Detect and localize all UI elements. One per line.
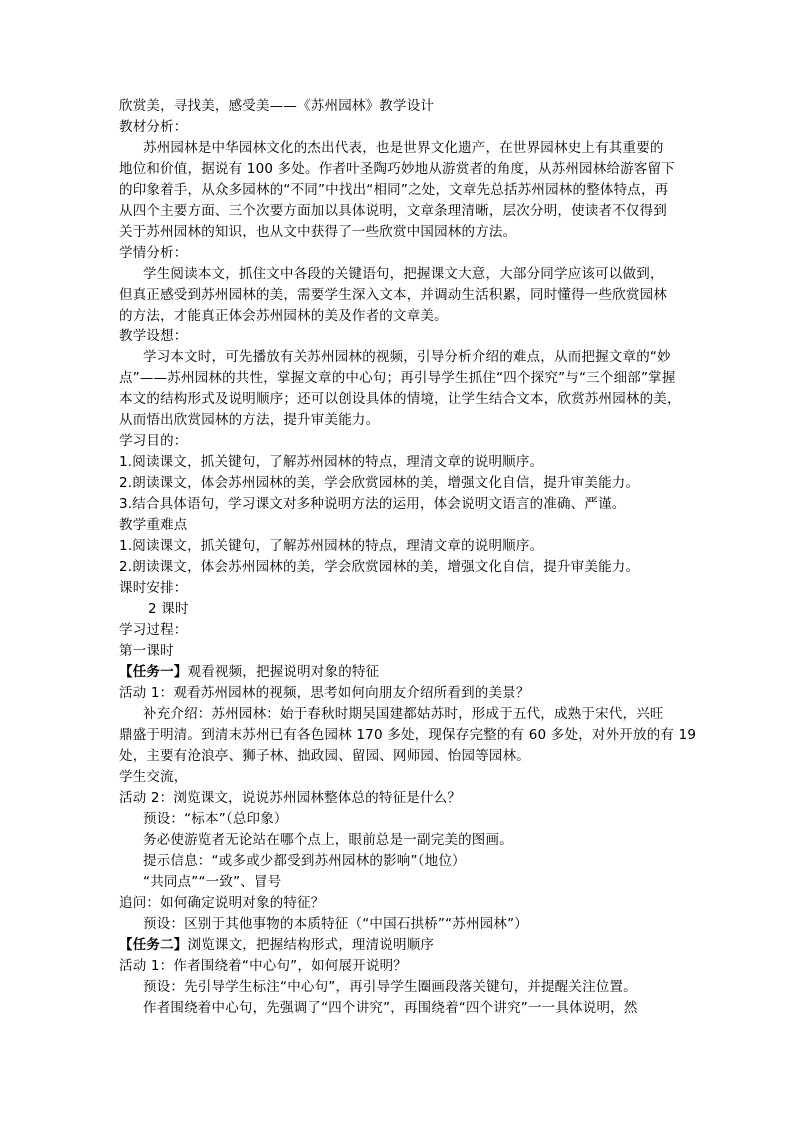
section-heading-shexiang: 教学设想： [119, 328, 188, 344]
paragraph-line: 点”——苏州园林的共性，掌握文章的中心句；再引导学生抓住“四个探究”与“三个细部”掌握 [119, 370, 676, 386]
section-heading-guocheng: 学习过程： [119, 622, 188, 638]
document-title: 欣赏美，寻找美，感受美——《苏州园林》教学设计 [119, 98, 435, 114]
paragraph-line: 但真正感受到苏州园林的美，需要学生深入文本，并调动生活积累，同时懂得一些欣赏园林 [119, 287, 667, 303]
paragraph-line: 从而悟出欣赏园林的方法，提升审美能力。 [119, 412, 380, 428]
paragraph-line: 作者围绕着中心句，先强调了“四个讲究”，再围绕着“四个讲究”一一具体说明，然 [143, 1000, 638, 1016]
task-heading [119, 662, 679, 682]
paragraph-line: 的印象着手，从众多园林的“不同”中找出“相同”之处，文章先总括苏州园林的整体特点，再 [119, 182, 669, 198]
list-item: 1.阅读课文，抓关键句，了解苏州园林的特点，理清文章的说明顺序。 [119, 454, 544, 470]
hint-line: 提示信息：“或多或少都受到苏州园林的影响”（地位） [143, 853, 466, 869]
task-tag: 【任务二】 [119, 937, 188, 953]
task-title: 浏览课文，把握结构形式，理清说明顺序 [187, 937, 435, 953]
section-heading-keshi: 课时安排： [119, 580, 188, 596]
lesson-label: 第一课时 [119, 643, 174, 659]
paragraph-line: 苏州园林是中华园林文化的杰出代表，也是世界文化遗产，在世界园林史上有其重要的 [143, 140, 664, 156]
preset-line: 预设：“标本”（总印象） [143, 811, 288, 827]
list-item: 2.朗读课文，体会苏州园林的美，学会欣赏园林的美，增强文化自信，提升审美能力。 [119, 559, 640, 575]
task-heading [119, 935, 679, 955]
paragraph-line: 学习本文时，可先播放有关苏州园林的视频，引导分析介绍的难点，从而把握文章的“妙 [143, 349, 671, 365]
activity-line: 活动 1：作者围绕着“中心句”，如何展开说明？ [119, 958, 407, 974]
list-item: 3.结合具体语句，学习课文对多种说明方法的运用，体会说明文语言的准确、严谨。 [119, 496, 626, 512]
section-heading-jiaocai: 教材分析： [119, 119, 188, 135]
lesson-count: 2 课时 [148, 601, 189, 617]
paragraph-line: 学生交流， [119, 769, 188, 785]
list-item: 2.朗读课文，体会苏州园林的美，学会欣赏园林的美，增强文化自信，提升审美能力。 [119, 475, 640, 491]
paragraph-line: 从四个主要方面、三个次要方面加以具体说明，文章条理清晰，层次分明，使读者不仅得到 [119, 203, 667, 219]
activity-line: 活动 2：浏览课文，说说苏州园林整体总的特征是什么？ [119, 790, 462, 806]
followup-question: 追问：如何确定说明对象的特征？ [119, 895, 325, 911]
preset-line: 预设：区别于其他事物的本质特征（“中国石拱桥”“苏州园林”） [143, 916, 528, 932]
task-tag: 【任务一】 [119, 664, 188, 680]
list-item: 1.阅读课文，抓关键句，了解苏州园林的特点，理清文章的说明顺序。 [119, 538, 544, 554]
paragraph-line: 学生阅读本文，抓住文中各段的关键语句，把握课文大意，大部分同学应该可以做到， [143, 266, 664, 282]
paragraph-line: 关于苏州园林的知识，也从文中获得了一些欣赏中国园林的方法。 [119, 224, 517, 240]
hint-line: “共同点”“一致”、冒号 [143, 874, 282, 890]
paragraph-line: 补充介绍：苏州园林：始于春秋时期吴国建都姑苏时，形成于五代，成熟于宋代，兴旺 [143, 706, 664, 722]
section-heading-zhongnan: 教学重难点 [119, 517, 188, 533]
section-heading-xueqing: 学情分析： [119, 245, 188, 261]
paragraph-line: 地位和价值，据说有 100 多处。作者叶圣陶巧妙地从游赏者的角度，从苏州园林给游客留下 [119, 161, 675, 177]
preset-line: 预设：先引导学生标注“中心句”，再引导学生圈画段落关键句，并提醒关注位置。 [143, 979, 637, 995]
section-heading-mubiao: 学习目的： [119, 433, 188, 449]
activity-line: 活动 1：观看苏州园林的视频，思考如何向朋友介绍所看到的美景？ [119, 685, 530, 701]
paragraph-line: 处，主要有沧浪亭、狮子林、拙政园、留园、网师园、怡园等园林。 [119, 748, 530, 764]
paragraph-line: 的方法，才能真正体会苏州园林的美及作者的文章美。 [119, 308, 448, 324]
paragraph-line: 鼎盛于明清。到清末苏州已有各色园林 170 多处，现保存完整的有 60 多处，对外开放的有 19 [119, 727, 697, 743]
task-title: 观看视频，把握说明对象的特征 [187, 664, 380, 680]
paragraph-line: 本文的结构形式及说明顺序；还可以创设具体的情境，让学生结合文本，欣赏苏州园林的美， [119, 391, 681, 407]
paragraph-line: 务必使游览者无论站在哪个点上，眼前总是一副完美的图画。 [143, 832, 513, 848]
